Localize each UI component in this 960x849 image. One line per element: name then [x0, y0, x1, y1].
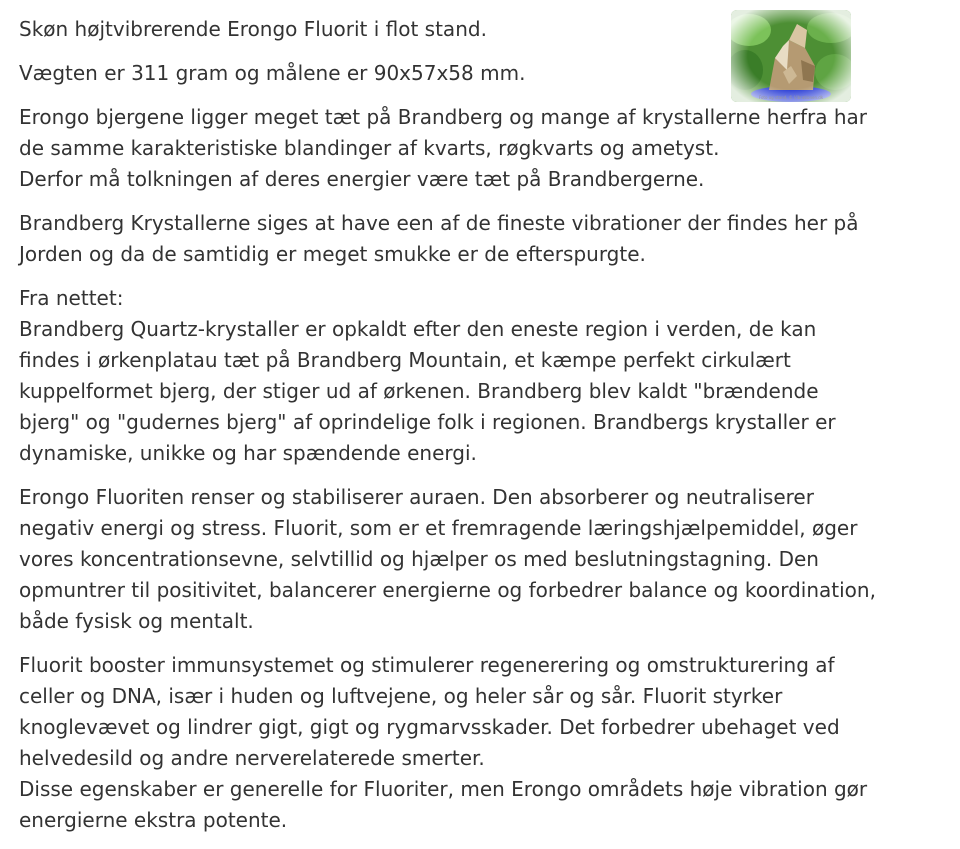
product-thumbnail[interactable]	[731, 10, 851, 102]
paragraph-erongo	[19, 102, 944, 195]
text-line: findes i ørkenplatau tæt på Brandberg Mountain, et kæmpe perfekt cirkulært	[19, 348, 791, 372]
product-description	[19, 14, 944, 849]
photo-vignette	[731, 10, 851, 102]
text-line: både fysisk og mentalt.	[19, 609, 254, 633]
text-line: Derfor må tolkningen af deres energier være tæt på Brandbergerne.	[19, 167, 705, 191]
text-line: Disse egenskaber er generelle for Fluoriter, men Erongo områdets høje vibration gør	[19, 777, 868, 801]
text-line: Fluorit booster immunsystemet og stimulerer regenerering og omstrukturering af	[19, 653, 835, 677]
paragraph-brandberg	[19, 208, 944, 270]
text-line: Erongo Fluoriten renser og stabiliserer auraen. Den absorberer og neutraliserer	[19, 485, 814, 509]
crystal-photo	[731, 10, 851, 102]
text-line: celler og DNA, især i huden og luftvejene, og heler sår og sår. Fluorit styrker	[19, 684, 783, 708]
text-line: Skøn højtvibrerende Erongo Fluorit i flot stand.	[19, 17, 487, 41]
text-line: Brandberg Krystallerne siges at have een af de fineste vibrationer der findes her på	[19, 211, 859, 235]
text-line: Erongo bjergene ligger meget tæt på Brandberg og mange af krystallerne herfra har	[19, 105, 867, 129]
text-line: Fra nettet:	[19, 286, 124, 310]
text-line: helvedesild og andre nerverelaterede smerter.	[19, 746, 485, 770]
text-line: negativ energi og stress. Fluorit, som er et fremragende læringshjælpemiddel, øger	[19, 516, 858, 540]
text-line: Vægten er 311 gram og målene er 90x57x58 mm.	[19, 61, 526, 85]
thumbnail-caption: Foto og stand, © Vibrationen.dk	[758, 95, 824, 100]
text-line: Brandberg Quartz-krystaller er opkaldt efter den eneste region i verden, de kan	[19, 317, 817, 341]
text-line: energierne ekstra potente.	[19, 808, 288, 832]
text-line: de samme karakteristiske blandinger af kvarts, røgkvarts og ametyst.	[19, 136, 720, 160]
text-line: knoglevævet og lindrer gigt, gigt og rygmarvsskader. Det forbedrer ubehaget ved	[19, 715, 840, 739]
paragraph-fluorite-properties	[19, 482, 944, 637]
paragraph-from-web	[19, 283, 944, 469]
text-line: kuppelformet bjerg, der stiger ud af ørkenen. Brandberg blev kaldt "brændende	[19, 379, 819, 403]
text-line: vores koncentrationsevne, selvtillid og hjælper os med beslutningstagning. Den	[19, 547, 819, 571]
text-line: Jorden og da de samtidig er meget smukke er de efterspurgte.	[19, 242, 646, 266]
text-line: bjerg" og "gudernes bjerg" af oprindelige folk i regionen. Brandbergs krystaller er	[19, 410, 836, 434]
text-line: opmuntrer til positivitet, balancerer energierne og forbedrer balance og koordination,	[19, 578, 876, 602]
paragraph-fluorite-healing	[19, 650, 944, 836]
text-line: dynamiske, unikke og har spændende energi.	[19, 441, 477, 465]
